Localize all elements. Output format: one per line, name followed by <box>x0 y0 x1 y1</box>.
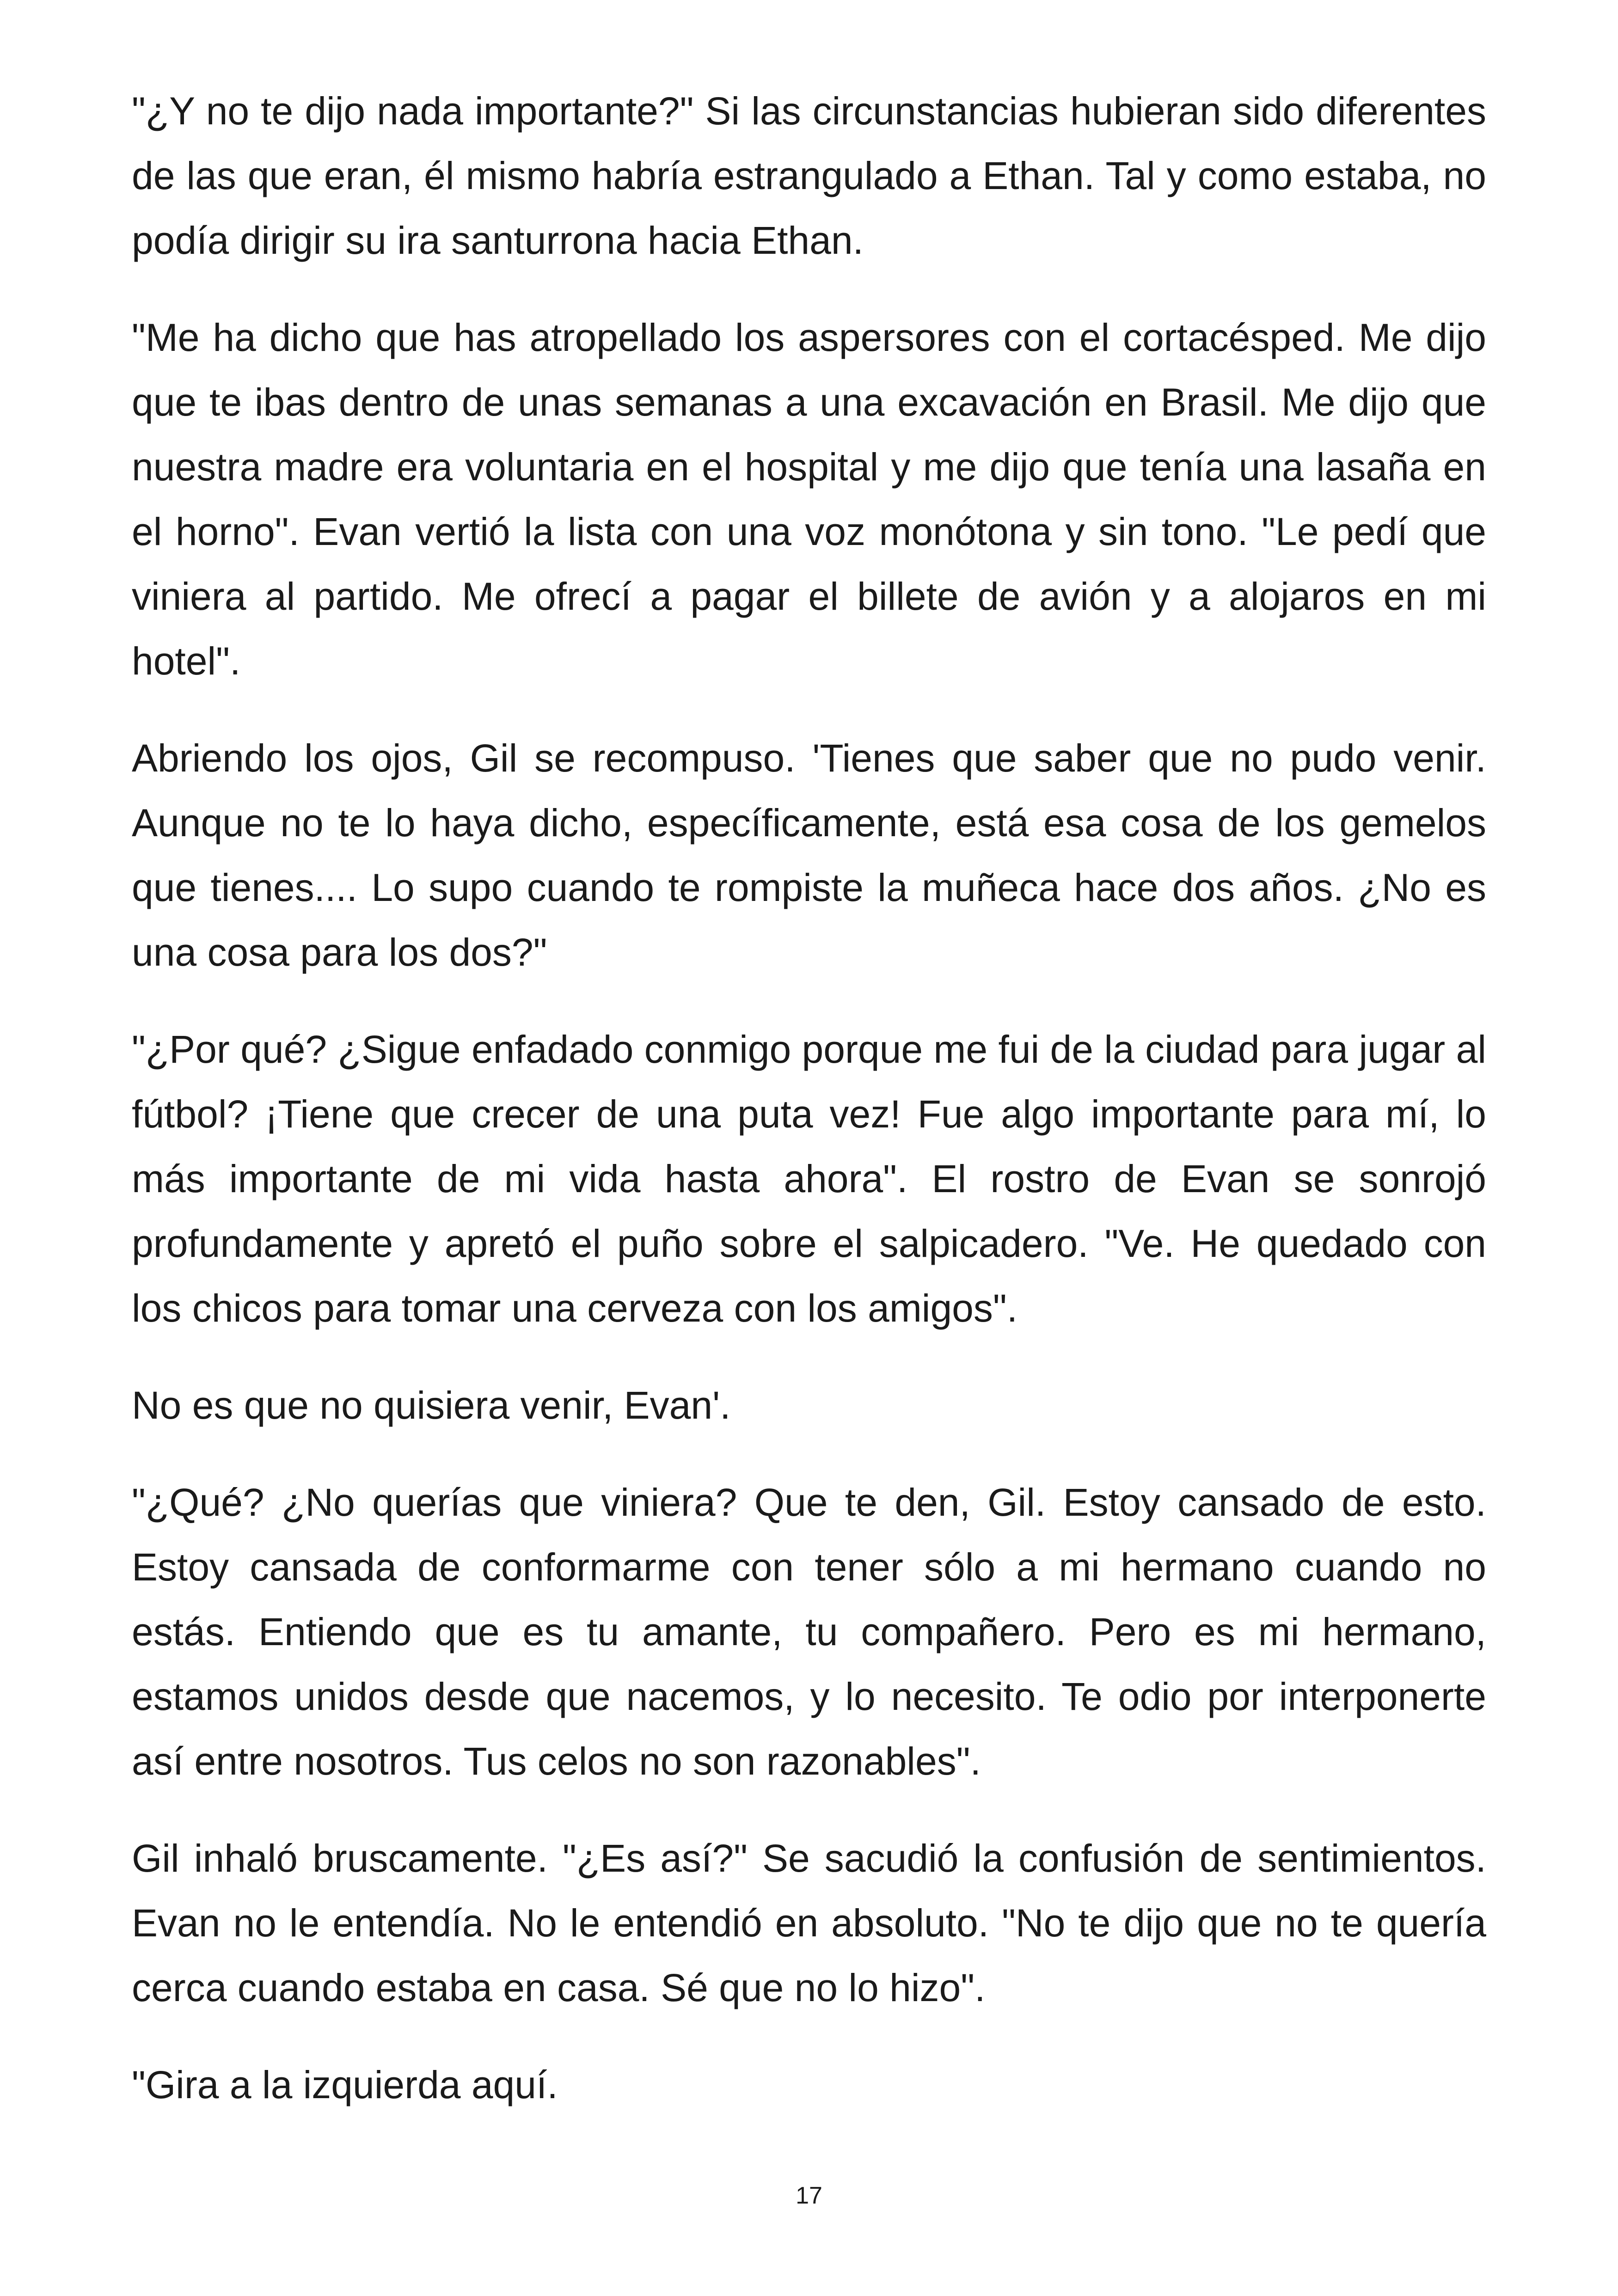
paragraph: "Me ha dicho que has atropellado los aspersores con el cortacésped. Me dijo que te ibas dentro de unas semanas a una excavación en Brasil. Me dijo que nuestra madre era voluntaria en el hospital y me dijo que tenía una lasaña en el horno". Evan vertió la lista con una voz monótona y sin tono. "Le pedí que viniera al partido. Me ofrecí a pagar el billete de avión y a alojaros en mi hotel". <box>132 316 1486 683</box>
paragraph: "¿Y no te dijo nada importante?" Si las circunstancias hubieran sido diferentes de las que eran, él mismo habría estrangulado a Ethan. Tal y como estaba, no podía dirigir su ira santurrona hacia Ethan. <box>132 89 1486 262</box>
paragraph: Abriendo los ojos, Gil se recompuso. 'Tienes que saber que no pudo venir. Aunque no te lo haya dicho, específicamente, está esa cosa de los gemelos que tienes.... Lo supo cuando te rompiste la muñeca hace dos años. ¿No es una cosa para los dos?" <box>132 736 1486 974</box>
paragraph: Gil inhaló bruscamente. "¿Es así?" Se sacudió la confusión de sentimientos. Evan no le entendía. No le entendió en absoluto. "No te dijo que no te quería cerca cuando estaba en casa. Sé que no lo hizo". <box>132 1837 1486 2009</box>
paragraph: "¿Qué? ¿No querías que viniera? Que te den, Gil. Estoy cansado de esto. Estoy cansada de conformarme con tener sólo a mi hermano cuando no estás. Entiendo que es tu amante, tu compañero. Pero es mi hermano, estamos unidos desde que nacemos, y lo necesito. Te odio por interponerte así entre nosotros. Tus celos no son razonables". <box>132 1481 1486 1783</box>
paragraph: "Gira a la izquierda aquí. <box>132 2063 558 2106</box>
document-body <box>132 79 1486 2149</box>
paragraph: "¿Por qué? ¿Sigue enfadado conmigo porque me fui de la ciudad para jugar al fútbol? ¡Tiene que crecer de una puta vez! Fue algo importante para mí, lo más importante de mi vida hasta ahora". El rostro de Evan se sonrojó profundamente y apretó el puño sobre el salpicadero. "Ve. He quedado con los chicos para tomar una cerveza con los amigos". <box>132 1028 1486 1330</box>
page-number: 17 <box>796 2182 822 2209</box>
paragraph: No es que no quisiera venir, Evan'. <box>132 1384 731 1427</box>
